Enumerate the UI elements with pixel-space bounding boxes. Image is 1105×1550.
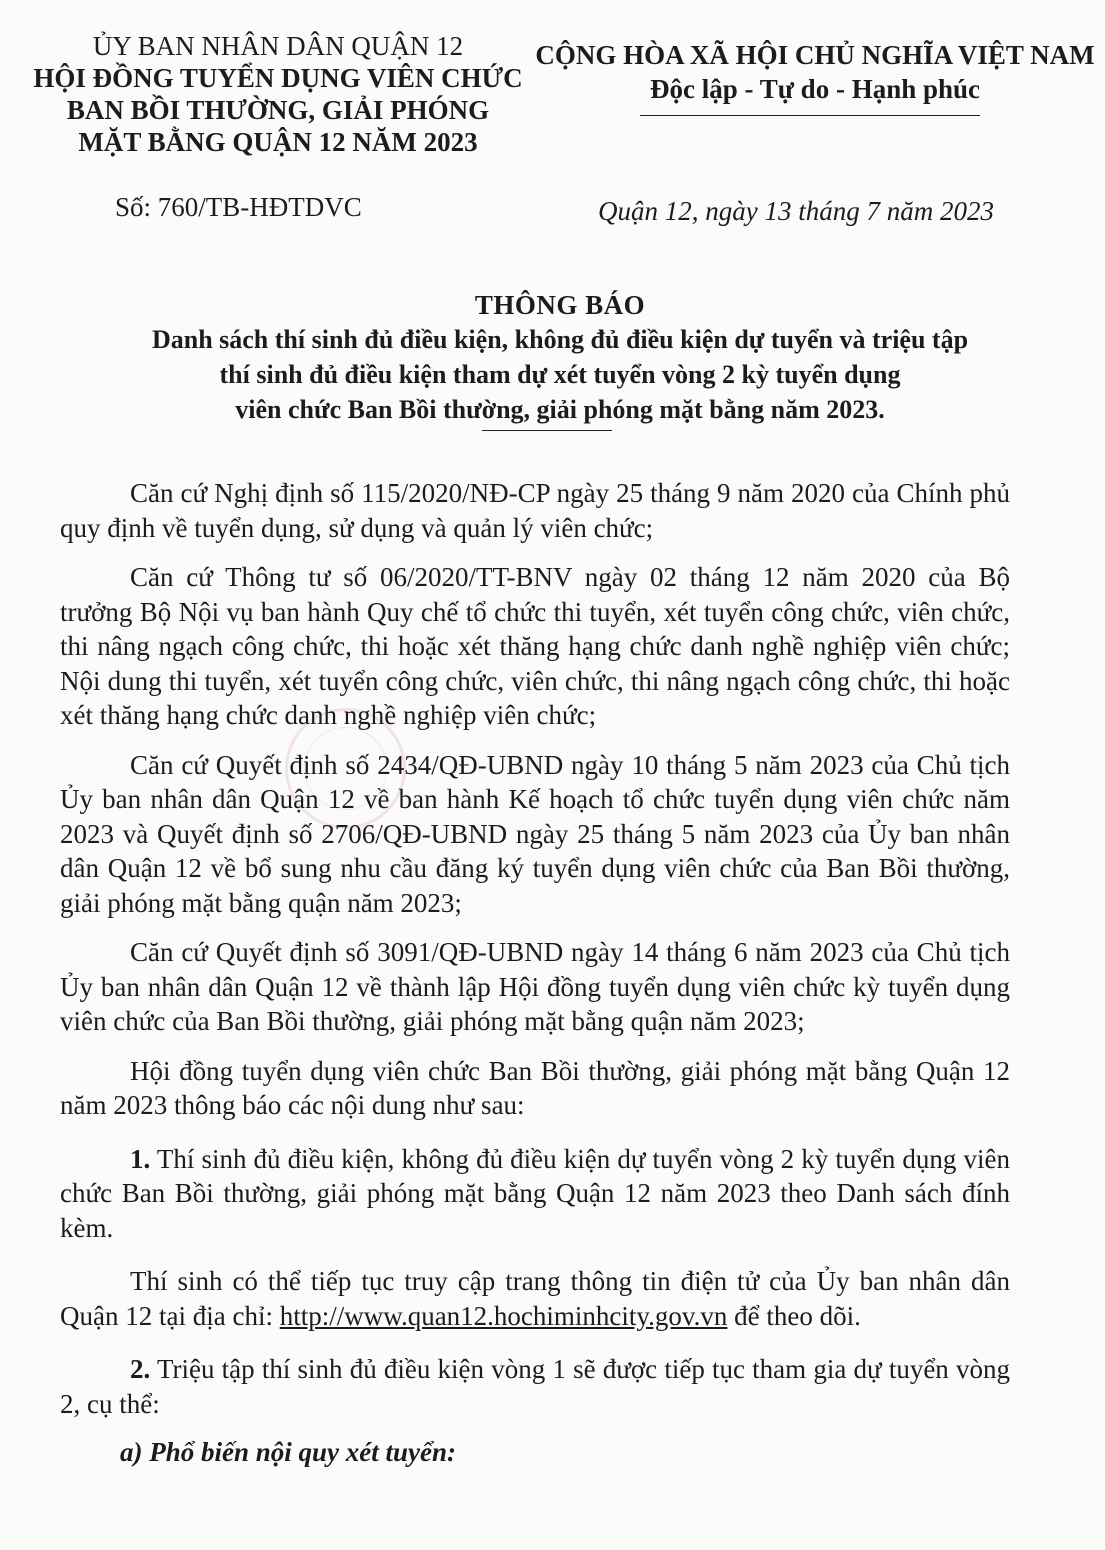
subheading-a: a) Phổ biến nội quy xét tuyển: xyxy=(120,1437,456,1467)
title-line-3: viên chức Ban Bồi thường, giải phóng mặt bằng năm 2023. xyxy=(235,395,885,424)
title-main: THÔNG BÁO xyxy=(474,290,646,320)
agency-line-3: BAN BỒI THƯỜNG, GIẢI PHÓNG xyxy=(66,95,490,125)
item-1-number: 1. xyxy=(130,1143,151,1174)
country-name: CỘNG HÒA XÃ HỘI CHỦ NGHĨA VIỆT NAM xyxy=(535,40,1095,70)
paragraph-announcement-intro: Hội đồng tuyển dụng viên chức Ban Bồi thường, giải phóng mặt bằng Quận 12 năm 2023 thông báo các nội dung như sau: xyxy=(60,1055,1010,1120)
website-text-after: để theo dõi. xyxy=(727,1300,861,1331)
national-motto xyxy=(530,38,1100,106)
title-underline xyxy=(482,430,612,431)
document-date: Quận 12, ngày 13 tháng 7 năm 2023 xyxy=(598,196,994,226)
agency-line-2: HỘI ĐỒNG TUYỂN DỤNG VIÊN CHỨC xyxy=(33,63,523,93)
title-line-2: thí sinh đủ điều kiện tham dự xét tuyển vòng 2 kỳ tuyển dụng xyxy=(219,360,901,389)
document-body xyxy=(60,476,1010,1496)
item-1 xyxy=(60,1142,1010,1246)
paragraph-legal-basis-3: Căn cứ Quyết định số 2434/QĐ-UBND ngày 10 tháng 5 năm 2023 của Chủ tịch Ủy ban nhân dân Quận 12 về ban hành Kế hoạch tổ chức tuyển dụng viên chức năm 2023 và Quyết định số 2706/QĐ-UBND ngày 25 tháng 5 năm 2023 của Ủy ban nhân dân Quận 12 về bổ sung nhu cầu đăng ký tuyển dụng viên chức của Ban Bồi thường, giải phóng mặt bằng quận năm 2023; xyxy=(60,749,1010,918)
paragraph-legal-basis-4: Căn cứ Quyết định số 3091/QĐ-UBND ngày 14 tháng 6 năm 2023 của Chủ tịch Ủy ban nhân dân Quận 12 về thành lập Hội đồng tuyển dụng viên chức kỳ tuyển dụng viên chức của Ban Bồi thường, giải phóng mặt bằng quận năm 2023; xyxy=(60,937,1010,1036)
agency-line-1: ỦY BAN NHÂN DÂN QUẬN 12 xyxy=(92,31,464,61)
item-1-text: Thí sinh đủ điều kiện, không đủ điều kiện dự tuyển vòng 2 kỳ tuyển dụng viên chức Ban Bồi thường, giải phóng mặt bằng Quận 12 năm 2023 theo Danh sách đính kèm. xyxy=(60,1143,1010,1243)
title-line-1: Danh sách thí sinh đủ điều kiện, không đủ điều kiện dự tuyển và triệu tập xyxy=(151,325,969,354)
website-text-before: Thí sinh có thể tiếp tục truy cập trang thông tin điện tử của Ủy ban nhân dân Quận 12 tại địa chỉ: xyxy=(60,1266,1010,1331)
document-number: Số: 760/TB-HĐTDVC xyxy=(115,192,362,222)
website-link[interactable]: http://www.quan12.hochiminhcity.gov.vn xyxy=(279,1300,728,1331)
item-2-number: 2. xyxy=(130,1354,151,1384)
motto-underline xyxy=(640,115,980,116)
document-title xyxy=(60,288,1060,427)
item-2-text: Triệu tập thí sinh đủ điều kiện vòng 1 sẽ được tiếp tục tham gia dự tuyển vòng 2, cụ thể: xyxy=(60,1354,1010,1419)
issuing-agency xyxy=(18,30,538,158)
paragraph-legal-basis-1: Căn cứ Nghị định số 115/2020/NĐ-CP ngày 25 tháng 9 năm 2020 của Chính phủ quy định về tuyển dụng, sử dụng và quản lý viên chức; xyxy=(60,478,1010,543)
item-2 xyxy=(60,1352,1010,1421)
motto: Độc lập - Tự do - Hạnh phúc xyxy=(649,74,981,104)
paragraph-legal-basis-2: Căn cứ Thông tư số 06/2020/TT-BNV ngày 02 tháng 12 năm 2020 của Bộ trưởng Bộ Nội vụ ban hành Quy chế tổ chức thi tuyển, xét tuyển công chức, viên chức, thi nâng ngạch công chức, thi hoặc xét thăng hạng chức danh nghề nghiệp viên chức; Nội dung thi tuyển, xét tuyển công chức, viên chức, thi nâng ngạch công chức, thi hoặc xét thăng hạng chức danh nghề nghiệp viên chức; xyxy=(60,562,1010,730)
agency-line-4: MẶT BẰNG QUẬN 12 NĂM 2023 xyxy=(78,127,478,157)
paragraph-website xyxy=(60,1264,1010,1333)
